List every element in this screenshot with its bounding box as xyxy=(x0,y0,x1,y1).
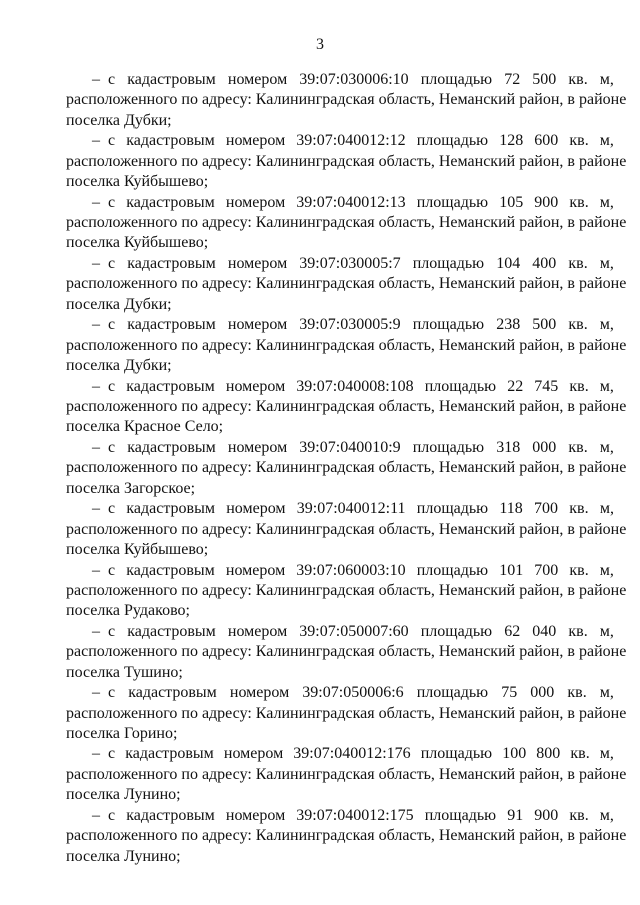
area-value-units: 500 xyxy=(532,316,557,334)
entry-address-line xyxy=(66,90,627,110)
dash-prefix: – с xyxy=(92,622,116,640)
area-unit: кв. xyxy=(568,254,588,272)
cadastral-word: кадастровым xyxy=(126,806,215,824)
settlement-word: поселка xyxy=(66,847,120,865)
entry-address-line xyxy=(66,581,627,601)
number-word: номером xyxy=(225,561,286,579)
area-value-units: 800 xyxy=(536,745,561,763)
cadastral-number: 39:07:040012:11 xyxy=(296,500,406,518)
area-value-thousands: 318 xyxy=(496,438,521,456)
area-value-thousands: 128 xyxy=(499,132,524,150)
area-value-units: 900 xyxy=(534,193,559,211)
settlement-word: поселка xyxy=(66,295,120,313)
list-item xyxy=(66,561,627,622)
list-item xyxy=(66,70,627,131)
area-value-thousands: 100 xyxy=(502,745,527,763)
number-word: номером xyxy=(227,622,288,640)
list-item xyxy=(66,683,627,744)
area-word: площадью xyxy=(416,500,489,518)
settlement-name: Загорское; xyxy=(123,479,196,497)
list-item xyxy=(66,622,627,683)
cadastral-word: кадастровым xyxy=(126,132,215,150)
entry-first-line xyxy=(66,70,614,90)
list-item xyxy=(66,377,627,438)
area-unit: кв. xyxy=(568,438,588,456)
settlement-name: Лунино; xyxy=(123,786,181,804)
cadastral-word: кадастровым xyxy=(127,316,216,334)
entry-settlement-line xyxy=(66,663,614,683)
entry-address-line xyxy=(66,458,627,478)
list-item xyxy=(66,131,627,192)
address-text: расположенного по адресу: Калининградская область, Неманский район, в районе xyxy=(66,336,627,354)
entry-settlement-line xyxy=(66,295,614,315)
area-value-units: 500 xyxy=(532,71,557,88)
area-value-units: 600 xyxy=(534,132,559,150)
address-text: расположенного по адресу: Калининградская область, Неманский район, в районе xyxy=(66,275,627,293)
entry-address-line xyxy=(66,704,627,724)
area-unit-suffix: м, xyxy=(599,132,614,150)
area-unit-suffix: м, xyxy=(599,745,614,763)
entry-first-line xyxy=(66,254,614,274)
settlement-word: поселка xyxy=(66,663,120,681)
settlement-name: Красное Село; xyxy=(123,418,224,436)
area-value-units: 000 xyxy=(532,438,557,456)
entry-first-line xyxy=(66,561,614,581)
entry-first-line xyxy=(66,438,614,458)
number-word: номером xyxy=(227,254,288,272)
entry-first-line xyxy=(66,683,614,703)
entry-settlement-line xyxy=(66,233,614,253)
area-unit-suffix: м, xyxy=(599,622,614,640)
number-word: номером xyxy=(227,316,288,334)
entry-settlement-line xyxy=(66,601,614,621)
cadastral-number: 39:07:030005:7 xyxy=(299,254,401,272)
entry-first-line xyxy=(66,377,614,397)
number-word: номером xyxy=(225,377,286,395)
area-unit-suffix: м, xyxy=(599,684,614,702)
area-value-thousands: 105 xyxy=(499,193,524,211)
area-unit-suffix: м, xyxy=(599,254,614,272)
area-word: площадью xyxy=(416,132,489,150)
area-word: площадью xyxy=(416,193,489,211)
list-item xyxy=(66,193,627,254)
cadastral-number: 39:07:040010:9 xyxy=(299,438,401,456)
settlement-name: Куйбышево; xyxy=(123,173,209,191)
cadastral-word: кадастровым xyxy=(125,745,214,763)
dash-prefix: – с xyxy=(92,254,116,272)
settlement-word: поселка xyxy=(66,234,120,252)
area-unit: кв. xyxy=(568,71,588,88)
address-text: расположенного по адресу: Калининградская область, Неманский район, в районе xyxy=(66,827,627,845)
settlement-name: Куйбышево; xyxy=(123,234,209,252)
entry-address-line xyxy=(66,826,627,846)
cadastral-word: кадастровым xyxy=(126,377,215,395)
entry-address-line xyxy=(66,213,627,233)
dash-prefix: – с xyxy=(92,745,116,763)
cadastral-number: 39:07:040012:176 xyxy=(293,745,411,763)
cadastral-word: кадастровым xyxy=(127,438,216,456)
area-word: площадью xyxy=(424,806,497,824)
area-value-thousands: 91 xyxy=(507,806,524,824)
entry-address-line xyxy=(66,765,627,785)
settlement-name: Лунино; xyxy=(123,847,181,865)
settlement-name: Дубки; xyxy=(123,111,172,129)
cadastral-word: кадастровым xyxy=(126,193,215,211)
area-unit-suffix: м, xyxy=(599,806,614,824)
area-value-thousands: 62 xyxy=(504,622,521,640)
address-text: расположенного по адресу: Калининградская область, Неманский район, в районе xyxy=(66,91,627,109)
dash-prefix: – с xyxy=(92,377,116,395)
area-word: площадью xyxy=(420,745,493,763)
dash-prefix: – с xyxy=(92,193,116,211)
area-unit: кв. xyxy=(567,684,587,702)
entry-settlement-line xyxy=(66,356,614,376)
settlement-word: поселка xyxy=(66,173,120,191)
area-word: площадью xyxy=(416,561,489,579)
cadastral-number: 39:07:040012:12 xyxy=(296,132,406,150)
cadastral-word: кадастровым xyxy=(126,561,215,579)
number-word: номером xyxy=(223,745,284,763)
area-unit-suffix: м, xyxy=(599,561,614,579)
number-word: номером xyxy=(226,500,286,518)
cadastral-number: 39:07:040012:13 xyxy=(296,193,406,211)
area-unit: кв. xyxy=(568,316,588,334)
number-word: номером xyxy=(225,132,286,150)
settlement-name: Куйбышево; xyxy=(123,541,209,558)
cadastral-word: кадастровым xyxy=(127,622,216,640)
area-unit-suffix: м, xyxy=(599,500,614,518)
area-word: площадью xyxy=(412,254,485,272)
number-word: номером xyxy=(227,71,288,88)
settlement-name: Горино; xyxy=(123,724,178,742)
cadastral-number: 39:07:060003:10 xyxy=(296,561,406,579)
area-unit-suffix: м, xyxy=(599,193,614,211)
list-item xyxy=(66,254,627,315)
settlement-word: поселка xyxy=(66,602,120,620)
address-text: расположенного по адресу: Калининградская область, Неманский район, в районе xyxy=(66,520,627,538)
entry-settlement-line xyxy=(66,785,614,805)
cadastral-number: 39:07:040012:175 xyxy=(296,806,414,824)
area-unit-suffix: м, xyxy=(599,316,614,334)
entry-settlement-line xyxy=(66,540,614,560)
address-text: расположенного по адресу: Калининградская область, Неманский район, в районе xyxy=(66,214,627,232)
settlement-name: Тушино; xyxy=(123,663,183,681)
entry-first-line xyxy=(66,131,614,151)
list-item xyxy=(66,438,627,499)
area-unit: кв. xyxy=(569,500,589,518)
cadastral-word: кадастровым xyxy=(127,71,216,88)
area-unit-suffix: м, xyxy=(599,377,614,395)
area-word: площадью xyxy=(420,71,493,88)
dash-prefix: – с xyxy=(92,500,116,518)
address-text: расположенного по адресу: Калининградская область, Неманский район, в районе xyxy=(66,643,627,661)
entry-address-line xyxy=(66,336,627,356)
entry-first-line xyxy=(66,315,614,335)
area-unit: кв. xyxy=(570,745,590,763)
settlement-word: поселка xyxy=(66,786,120,804)
settlement-word: поселка xyxy=(66,357,120,375)
area-unit: кв. xyxy=(569,806,589,824)
entry-address-line xyxy=(66,152,627,172)
entry-first-line xyxy=(66,193,614,213)
area-unit: кв. xyxy=(569,377,589,395)
number-word: номером xyxy=(225,193,286,211)
area-unit: кв. xyxy=(569,193,589,211)
area-value-units: 000 xyxy=(530,684,555,702)
area-unit: кв. xyxy=(568,622,588,640)
entry-address-line xyxy=(66,520,627,540)
area-value-thousands: 101 xyxy=(499,561,524,579)
area-unit: кв. xyxy=(569,561,589,579)
cadastral-number: 39:07:030006:10 xyxy=(299,71,409,88)
settlement-name: Дубки; xyxy=(123,295,172,313)
list-item xyxy=(66,499,627,560)
entry-address-line xyxy=(66,274,627,294)
area-word: площадью xyxy=(412,438,485,456)
area-word: площадью xyxy=(412,316,485,334)
address-text: расположенного по адресу: Калининградская область, Неманский район, в районе xyxy=(66,152,627,170)
area-value-units: 900 xyxy=(534,806,559,824)
area-value-units: 040 xyxy=(532,622,557,640)
address-text: расположенного по адресу: Калининградская область, Неманский район, в районе xyxy=(66,765,627,783)
dash-prefix: – с xyxy=(92,132,116,150)
settlement-word: поселка xyxy=(66,724,120,742)
number-word: номером xyxy=(225,806,286,824)
area-word: площадью xyxy=(420,622,493,640)
dash-prefix: – с xyxy=(92,316,116,334)
area-word: площадью xyxy=(424,377,497,395)
settlement-word: поселка xyxy=(66,541,120,558)
entry-settlement-line xyxy=(66,847,614,867)
area-unit-suffix: м, xyxy=(599,71,614,88)
area-value-thousands: 22 xyxy=(507,377,524,395)
entry-settlement-line xyxy=(66,417,614,437)
entry-settlement-line xyxy=(66,111,614,131)
dash-prefix: – с xyxy=(92,684,116,702)
cadastral-word: кадастровым xyxy=(128,684,217,702)
number-word: номером xyxy=(229,684,290,702)
cadastral-word: кадастровым xyxy=(127,254,216,272)
list-item xyxy=(66,315,627,376)
entry-address-line xyxy=(66,397,627,417)
area-value-units: 400 xyxy=(532,254,557,272)
page-number: 3 xyxy=(316,36,324,53)
entry-first-line xyxy=(66,744,614,764)
settlement-name: Дубки; xyxy=(123,357,172,375)
area-value-thousands: 104 xyxy=(496,254,521,272)
settlement-name: Рудаково; xyxy=(123,602,190,620)
area-value-units: 700 xyxy=(534,561,559,579)
dash-prefix: – с xyxy=(92,438,116,456)
area-value-thousands: 118 xyxy=(499,500,523,518)
area-word: площадью xyxy=(416,684,489,702)
entry-settlement-line xyxy=(66,172,614,192)
area-value-thousands: 238 xyxy=(496,316,521,334)
entry-settlement-line xyxy=(66,724,614,744)
cadastral-number: 39:07:050007:60 xyxy=(299,622,409,640)
parcel-list xyxy=(66,70,627,867)
entry-first-line xyxy=(66,622,614,642)
address-text: расположенного по адресу: Калининградская область, Неманский район, в районе xyxy=(66,581,627,599)
dash-prefix: – с xyxy=(92,71,116,88)
settlement-word: поселка xyxy=(66,111,120,129)
area-value-units: 700 xyxy=(534,500,559,518)
settlement-word: поселка xyxy=(66,479,120,497)
area-value-units: 745 xyxy=(534,377,559,395)
address-text: расположенного по адресу: Калининградская область, Неманский район, в районе xyxy=(66,397,627,415)
settlement-word: поселка xyxy=(66,418,120,436)
number-word: номером xyxy=(227,438,288,456)
area-value-thousands: 72 xyxy=(504,71,521,88)
cadastral-number: 39:07:050006:6 xyxy=(302,684,404,702)
address-text: расположенного по адресу: Калининградская область, Неманский район, в районе xyxy=(66,459,627,477)
entry-first-line xyxy=(66,499,614,519)
entry-address-line xyxy=(66,642,627,662)
cadastral-word: кадастровым xyxy=(126,500,215,518)
entry-first-line xyxy=(66,806,614,826)
area-unit-suffix: м, xyxy=(599,438,614,456)
entry-settlement-line xyxy=(66,479,614,499)
cadastral-number: 39:07:040008:108 xyxy=(296,377,414,395)
cadastral-number: 39:07:030005:9 xyxy=(299,316,401,334)
dash-prefix: – с xyxy=(92,561,116,579)
address-text: расположенного по адресу: Калининградская область, Неманский район, в районе xyxy=(66,704,627,722)
area-unit: кв. xyxy=(569,132,589,150)
dash-prefix: – с xyxy=(92,806,116,824)
list-item xyxy=(66,806,627,867)
area-value-thousands: 75 xyxy=(501,684,518,702)
list-item xyxy=(66,744,627,805)
